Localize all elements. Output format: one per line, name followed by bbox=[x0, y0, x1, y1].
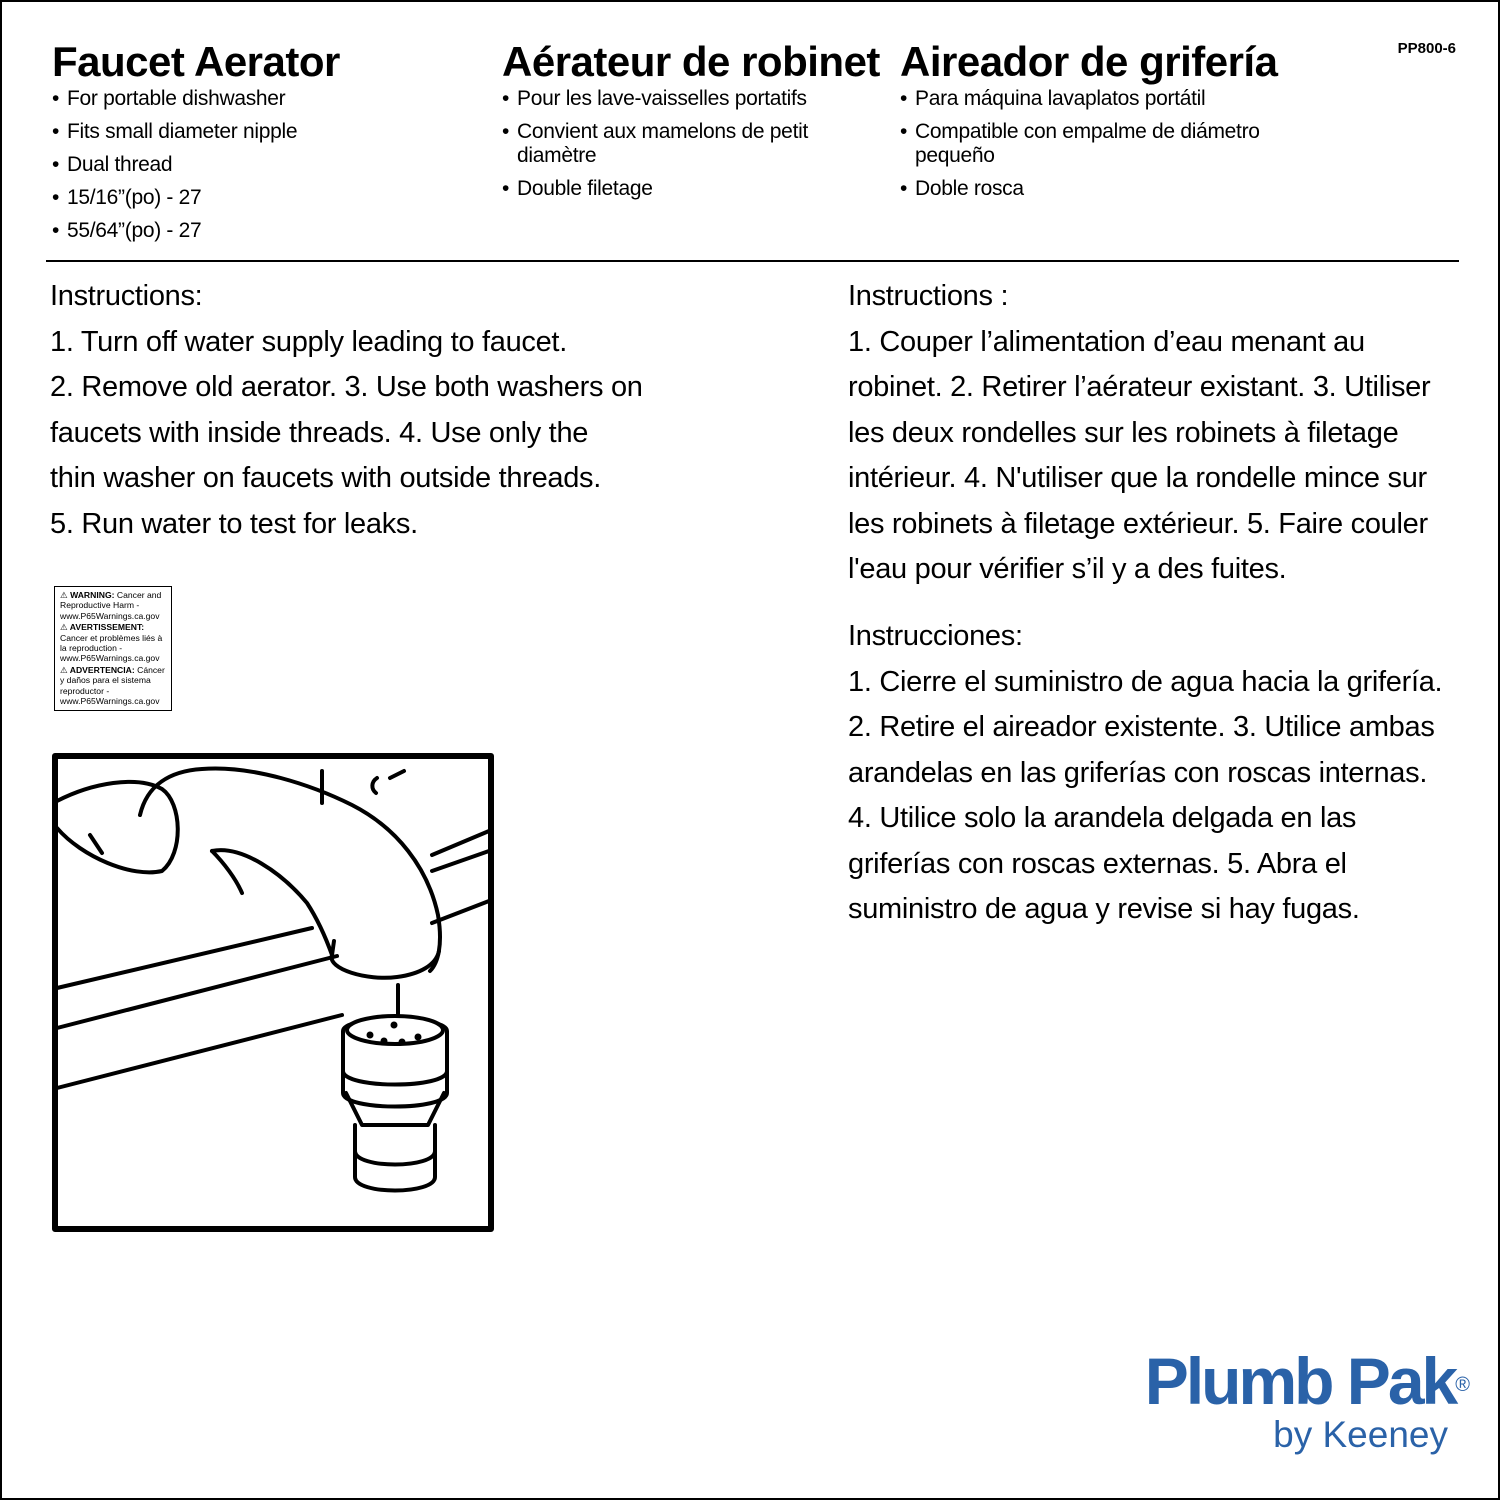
french-instructions bbox=[848, 274, 1468, 593]
instruction-line: 1. Cierre el suministro de agua hacia la grifería. bbox=[848, 665, 1443, 698]
spanish-features bbox=[900, 87, 1280, 201]
spanish-title: Aireador de grifería bbox=[900, 38, 1278, 85]
brand-logo bbox=[1144, 1344, 1470, 1456]
english-header bbox=[52, 40, 482, 252]
faucet-aerator-illustration bbox=[52, 753, 494, 1232]
avertissement-label: ⚠ AVERTISSEMENT: bbox=[60, 622, 145, 633]
registered-mark: ® bbox=[1455, 1374, 1470, 1396]
feature-item: • 55/64”(po) - 27 bbox=[52, 219, 482, 243]
instruction-line: faucets with inside threads. 4. Use only the bbox=[50, 416, 589, 449]
feature-item: • Dual thread bbox=[52, 153, 482, 177]
instruction-line: intérieur. 4. N'utiliser que la rondelle mince sur bbox=[848, 462, 1427, 494]
instruction-line: l'eau pour vérifier s’il y a des fuites. bbox=[848, 553, 1287, 585]
feature-item: • Double filetage bbox=[502, 177, 882, 201]
feature-item: • Compatible con empalme de diámetro pequeño bbox=[900, 120, 1280, 168]
warning-label: ⚠ WARNING: bbox=[60, 590, 115, 600]
instruction-line: 2. Retire el aireador existente. 3. Utilice ambas bbox=[848, 711, 1435, 743]
warning-fr bbox=[60, 622, 166, 664]
instruction-line: 2. Remove old aerator. 3. Use both washers on bbox=[50, 371, 643, 403]
spanish-header bbox=[900, 40, 1280, 210]
instruction-line: thin washer on faucets with outside threads. bbox=[50, 462, 602, 494]
english-title: Faucet Aerator bbox=[52, 38, 340, 85]
instruction-line: 4. Utilice solo la arandela delgada en las bbox=[848, 802, 1357, 834]
instructions-heading: Instrucciones: bbox=[848, 620, 1023, 652]
feature-item: • Convient aux mamelons de petit diamètre bbox=[502, 120, 882, 168]
french-title: Aérateur de robinet bbox=[502, 38, 880, 85]
feature-item: • 15/16”(po) - 27 bbox=[52, 186, 482, 210]
instruction-line: griferías con roscas externas. 5. Abra el bbox=[848, 847, 1347, 880]
instruction-line: arandelas en las griferías con roscas internas. bbox=[848, 756, 1428, 789]
feature-item: • Pour les lave-vaisselles portatifs bbox=[502, 87, 882, 111]
instructions-heading: Instructions : bbox=[848, 280, 1009, 312]
prop65-warning-box bbox=[54, 586, 172, 711]
french-header bbox=[502, 40, 882, 210]
advertencia-text: Cáncer y daños para el sistema reproductor - www.P65Warnings.ca.gov bbox=[60, 664, 165, 707]
instruction-line: robinet. 2. Retirer l’aérateur existant. 3. Utiliser bbox=[848, 371, 1431, 403]
instruction-line: 1. Couper l’alimentation d’eau menant au bbox=[848, 325, 1365, 358]
avertissement-text: Cancer et problèmes liés à la reproduction - www.P65Warnings.ca.gov bbox=[60, 632, 163, 664]
warning-text: Cancer and Reproductive Harm - www.P65Warnings.ca.gov bbox=[60, 590, 162, 621]
french-features bbox=[502, 87, 882, 201]
spanish-instructions bbox=[848, 614, 1468, 933]
feature-item: • For portable dishwasher bbox=[52, 87, 482, 111]
warning-en bbox=[60, 590, 166, 621]
feature-item: • Fits small diameter nipple bbox=[52, 120, 482, 144]
header-divider bbox=[46, 260, 1459, 262]
warning-es bbox=[60, 665, 166, 707]
feature-item: • Para máquina lavaplatos portátil bbox=[900, 87, 1280, 111]
advertencia-label: ⚠ ADVERTENCIA: bbox=[60, 664, 135, 675]
instruction-line: les deux rondelles sur les robinets à filetage bbox=[848, 416, 1399, 449]
brand-subtitle: by Keeney bbox=[1273, 1414, 1448, 1455]
instruction-line: suministro de agua y revise si hay fugas. bbox=[848, 893, 1360, 925]
sku-code: PP800-6 bbox=[1397, 40, 1456, 57]
instruction-line: 5. Run water to test for leaks. bbox=[50, 507, 418, 540]
english-instructions bbox=[50, 274, 670, 547]
feature-item: • Doble rosca bbox=[900, 177, 1280, 201]
brand-name: Plumb Pak bbox=[1144, 1344, 1456, 1418]
english-features bbox=[52, 87, 482, 243]
instruction-line: 1. Turn off water supply leading to faucet. bbox=[50, 325, 567, 358]
instruction-line: les robinets à filetage extérieur. 5. Faire couler bbox=[848, 507, 1428, 540]
instructions-heading: Instructions: bbox=[50, 280, 203, 312]
